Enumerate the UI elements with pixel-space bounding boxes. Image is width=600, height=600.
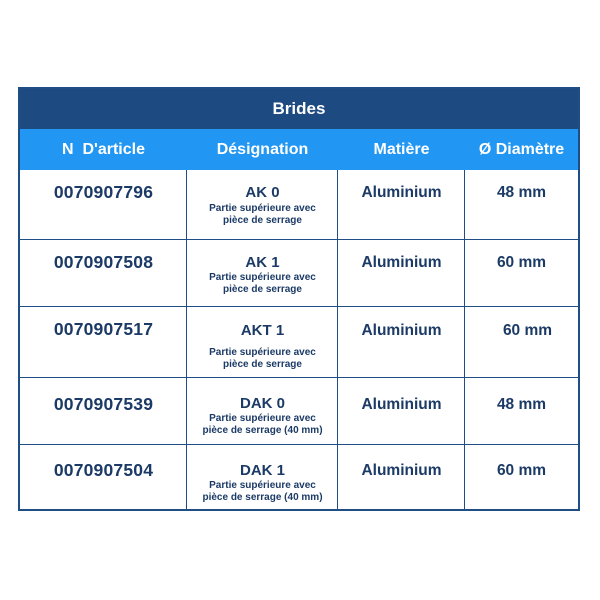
matiere-value: Aluminium xyxy=(361,184,442,201)
table-row xyxy=(20,444,578,509)
article-cell xyxy=(20,170,187,239)
diametre-value: 60 mm xyxy=(496,462,547,479)
table-row xyxy=(20,377,578,444)
matiere-cell xyxy=(338,170,465,239)
matiere-cell xyxy=(338,240,465,306)
article-number: 0070907539 xyxy=(53,394,154,414)
diametre-value: 48 mm xyxy=(496,184,547,201)
header-matiere: Matière xyxy=(373,140,430,158)
designation-line: Partie supérieure avec xyxy=(209,272,316,283)
table-row xyxy=(20,239,578,306)
designation-line: Partie supérieure avec xyxy=(209,203,316,214)
article-number: 0070907504 xyxy=(53,460,154,480)
designation-name: DAK 0 xyxy=(239,395,285,412)
designation-cell xyxy=(187,378,338,444)
table-row xyxy=(20,306,578,377)
designation-line: pièce de serrage xyxy=(223,215,302,226)
matiere-value: Aluminium xyxy=(361,322,442,339)
designation-name: DAK 1 xyxy=(239,462,285,479)
article-cell xyxy=(20,378,187,444)
header-diametre: Ø Diamètre xyxy=(478,140,565,158)
article-number: 0070907517 xyxy=(53,319,154,339)
matiere-cell xyxy=(338,378,465,444)
diametre-value: 60 mm xyxy=(502,322,553,339)
table-header-row xyxy=(20,129,578,170)
matiere-value: Aluminium xyxy=(361,462,442,479)
diametre-cell xyxy=(465,240,578,306)
diametre-value: 48 mm xyxy=(496,396,547,413)
table-title-text: Brides xyxy=(272,99,326,118)
brides-table xyxy=(18,87,580,511)
diametre-cell xyxy=(465,307,578,377)
article-cell xyxy=(20,445,187,509)
designation-name: AKT 1 xyxy=(240,322,285,339)
designation-line: pièce de serrage (40 mm) xyxy=(202,425,323,436)
diametre-cell xyxy=(465,378,578,444)
article-number: 0070907796 xyxy=(53,182,154,202)
designation-cell xyxy=(187,445,338,509)
matiere-value: Aluminium xyxy=(361,254,442,271)
designation-line: pièce de serrage xyxy=(223,359,302,370)
designation-line: Partie supérieure avec xyxy=(209,413,316,424)
article-cell xyxy=(20,240,187,306)
designation-cell xyxy=(187,170,338,239)
designation-cell xyxy=(187,240,338,306)
designation-cell xyxy=(187,307,338,377)
designation-line: Partie supérieure avec xyxy=(209,480,316,491)
matiere-value: Aluminium xyxy=(361,396,442,413)
designation-name: AK 0 xyxy=(245,184,280,201)
matiere-cell xyxy=(338,307,465,377)
designation-line: pièce de serrage (40 mm) xyxy=(202,492,323,503)
diametre-cell xyxy=(465,445,578,509)
header-designation: Désignation xyxy=(216,140,309,158)
table-row xyxy=(20,170,578,239)
table-title xyxy=(20,89,578,129)
header-article: N D'article xyxy=(62,140,145,158)
designation-line: pièce de serrage xyxy=(223,284,302,295)
article-number: 0070907508 xyxy=(53,252,154,272)
diametre-value: 60 mm xyxy=(496,254,547,271)
diametre-cell xyxy=(465,170,578,239)
designation-name: AK 1 xyxy=(245,254,280,271)
article-cell xyxy=(20,307,187,377)
designation-line: Partie supérieure avec xyxy=(209,347,316,358)
matiere-cell xyxy=(338,445,465,509)
